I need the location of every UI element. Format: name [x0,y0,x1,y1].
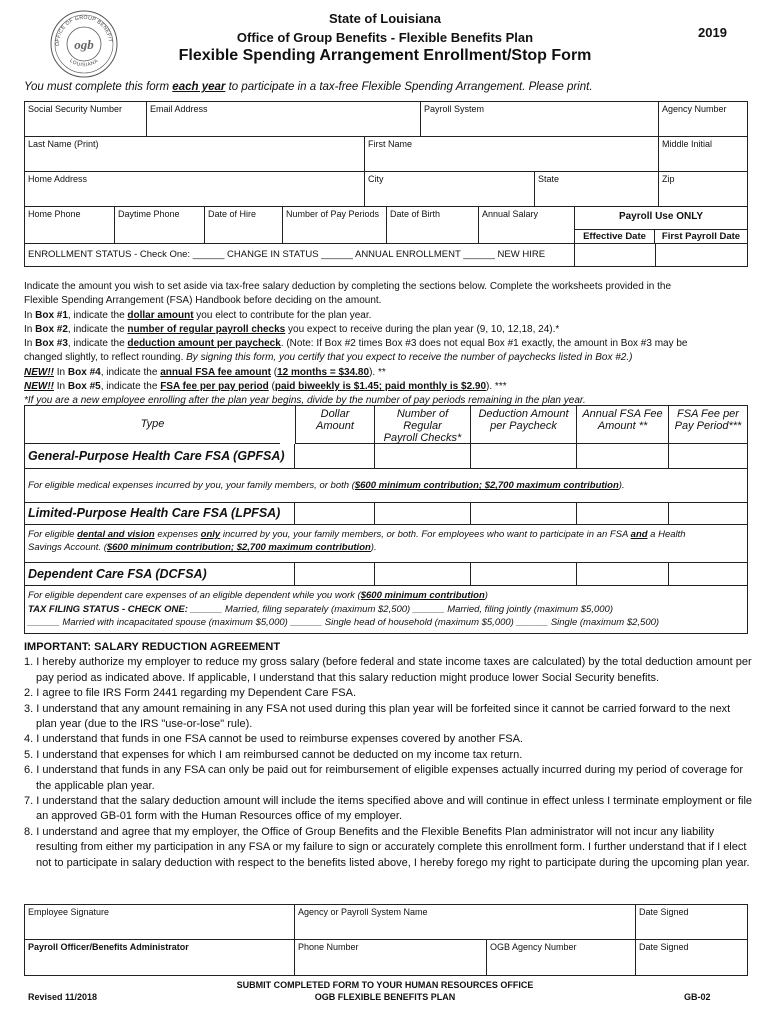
pay-periods-field[interactable] [283,207,387,244]
payroll-officer-signature-field[interactable] [25,940,295,975]
enrollment-status-field[interactable] [25,244,575,266]
agreement-list [24,655,754,871]
city-label: City [368,174,384,184]
col-deduction-header: Deduction Amount per Paycheck [471,406,577,444]
col-checks-header: Number of Regular Payroll Checks* [375,406,471,444]
state-field[interactable] [535,172,659,207]
date-of-birth-field[interactable] [387,207,479,244]
dcfsa-deduction-per-paycheck[interactable] [471,563,577,586]
form-year: 2019 [698,25,727,40]
effective-date-field[interactable]: Effective Date [575,229,655,244]
agreement-item: 4. I understand that funds in one FSA cannot be used to reimburse expenses covered by another FSA. [24,733,523,746]
lpfsa-fee-per-pay[interactable] [669,503,747,525]
lpfsa-deduction-per-paycheck[interactable] [471,503,577,525]
agency-payroll-name-label: Agency or Payroll System Name [298,907,428,917]
ssn-field[interactable] [25,102,147,137]
annual-salary-field[interactable] [479,207,575,244]
phone-number-field[interactable] [295,940,487,975]
date-of-hire-field[interactable] [205,207,283,244]
email-field[interactable] [147,102,421,137]
agreement-item: 5. I understand that expenses for which I am reimbursed cannot be deducted on my income tax return. [24,748,523,761]
dcfsa-title: Dependent Care FSA (DCFSA) [25,563,295,586]
form-subtitle: You must complete this form each year to participate in a tax-free Flexible Spending Arrangement. Please print. [24,81,593,93]
city-field[interactable] [365,172,535,207]
date-of-birth-label: Date of Birth [390,209,441,219]
agreement-title: IMPORTANT: SALARY REDUCTION AGREEMENT [24,641,281,653]
lpfsa-title: Limited-Purpose Health Care FSA (LPFSA) [25,503,295,525]
agency-payroll-name-field[interactable] [295,905,636,940]
state-label: State [538,174,560,184]
col-annual-fee-header: Annual FSA Fee Amount ** [577,406,669,444]
middle-initial-field[interactable] [659,137,747,172]
effective-date-value[interactable] [575,244,655,266]
employee-signature-field[interactable] [25,905,295,940]
employee-date-signed-field[interactable] [636,905,747,940]
form-state-title: State of Louisiana [329,11,441,26]
enrollment-status-label: ENROLLMENT STATUS - Check One: ______ CHANGE IN STATUS ______ ANNUAL ENROLLMENT ______ NEW HIRE [28,249,546,260]
ogb-agency-number-field[interactable] [487,940,636,975]
submit-instruction: SUBMIT COMPLETED FORM TO YOUR HUMAN RESOURCES OFFICE [236,980,534,990]
dcfsa-description: For eligible dependent care expenses of an eligible dependent while you work ($600 minimum contribution) TAX FILING STATUS - CHECK ONE: ______ Married, filing separately (maximum $2,500) ______ Married, filing jointly (maximum $5,000) ______ Married with incapacitated spouse (maximum $5,000) ______ Single head of household (maximum $5,000) ______ Single (maximum $2,500) [28,590,660,628]
dcfsa-annual-fee[interactable] [577,563,669,586]
lpfsa-payroll-checks[interactable] [375,503,471,525]
col-dollar-header: Dollar Amount [295,406,375,444]
instructions-paragraph: Indicate the amount you wish to set aside via tax-free salary deduction by completing the sections below. Complete the worksheets provided in the Flexible Spending Arrangement (FSA) Handbook before deciding on the amount. In Box #1, indicate the dollar amount you elect to contribute for the plan year. In Box #2, indicate the number of regular payroll checks you expect to receive during the plan year (9, 10, 12,18, 24).* In Box #3, indicate the deduction amount per paycheck. (Note: If Box #2 times Box #3 does not equal Box #1 exactly, the amount in Box #3 may be changed slightly, to reflect rounding. By signing this form, you certify that you expect to receive the number of paychecks listed in Box #2.) NEW!! In Box #4, indicate the annual FSA fee amount (12 months = $34.80). ** NEW!! In Box #5, indicate the FSA fee per pay period (paid biweekly is $1.45; paid monthly is $2.90). *** *If you are a new employee enrolling after the plan year begins, divide by the number of pay periods remaining in the plan year. [24,281,688,407]
svg-text:ogb: ogb [74,37,94,52]
gpfsa-dollar-amount[interactable] [295,444,375,469]
svg-text:OFFICE OF GROUP BENEFITS: OFFICE OF GROUP BENEFIT [54,14,113,47]
lpfsa-description: For eligible dental and vision expenses only incurred by you, your family members, or both. For employees who want to participate in an FSA and a Health Savings Account. ($600 minimum contribution; $2,700 maximum contribution). [25,525,747,563]
phone-number-label: Phone Number [298,942,359,952]
first-payroll-date-value[interactable] [655,244,747,266]
dcfsa-dollar-amount[interactable] [295,563,375,586]
first-name-field[interactable] [365,137,659,172]
annual-salary-label: Annual Salary [482,209,539,219]
gpfsa-deduction-per-paycheck[interactable] [471,444,577,469]
form-number: GB-02 [684,992,711,1002]
first-name-label: First Name [368,139,413,149]
gpfsa-payroll-checks[interactable] [375,444,471,469]
payroll-system-field[interactable] [421,102,659,137]
home-address-label: Home Address [28,174,88,184]
email-label: Email Address [150,104,208,114]
home-phone-field[interactable] [25,207,115,244]
pay-periods-label: Number of Pay Periods [286,209,380,219]
fsa-election-table [24,405,748,634]
middle-initial-label: Middle Initial [662,139,713,149]
zip-field[interactable] [659,172,747,207]
plan-name: OGB FLEXIBLE BENEFITS PLAN [314,992,456,1002]
col-fee-per-pay-header: FSA Fee per Pay Period*** [669,406,747,444]
zip-label: Zip [662,174,675,184]
agreement-item: 7. I understand that the salary deduction amount will include the items specified above and will continue in effect unless I terminate employment or file an approved GB-01 form with the Human Resources office of my employer. [24,795,753,823]
daytime-phone-field[interactable] [115,207,205,244]
dcfsa-payroll-checks[interactable] [375,563,471,586]
col-type-header: Type [25,406,280,444]
svg-text:LOUISIANA: LOUISIANA [68,57,100,69]
dcfsa-fee-per-pay[interactable] [669,563,747,586]
employee-info-grid [24,101,748,267]
payroll-use-only-header: Payroll Use ONLY [618,211,704,222]
signature-grid [24,904,748,976]
ogb-agency-number-label: OGB Agency Number [490,942,577,952]
payroll-system-label: Payroll System [424,104,485,114]
gpfsa-description: For eligible medical expenses incurred by you, your family members, or both ($600 minimum contribution; $2,700 maximum contribution). [25,469,747,503]
gpfsa-annual-fee[interactable] [577,444,669,469]
tax-filing-status-label: TAX FILING STATUS - CHECK ONE: [28,603,188,615]
ssn-label: Social Security Number [28,104,123,114]
lpfsa-dollar-amount[interactable] [295,503,375,525]
agreement-item: 6. I understand that funds in any FSA can only be paid out for reimbursement of eligible expenses actually incurred during my period of coverage for the applicable plan year. [24,764,744,792]
date-signed-label: Date Signed [639,907,689,917]
home-address-field[interactable] [25,172,365,207]
revision-date: Revised 11/2018 [28,992,98,1002]
gpfsa-fee-per-pay[interactable] [669,444,747,469]
employee-signature-label: Employee Signature [28,907,110,917]
first-payroll-date-field[interactable]: First Payroll Date [655,229,747,244]
daytime-phone-label: Daytime Phone [118,209,180,219]
gpfsa-title: General-Purpose Health Care FSA (GPFSA) [25,444,295,469]
home-phone-label: Home Phone [28,209,81,219]
agreement-item: 8. I understand and agree that my employer, the Office of Group Benefits and the Flexible Benefits Plan administrator will not incur any liability resulting from either my participation in any FSA or my failure to sign or accurately complete this enrollment form. I further understand that if I elect not to participate in salary deduction with respect to the benefits listed above, I hereby forego my right to participate during the upcoming plan year. [24,825,750,869]
agreement-item: 2. I agree to file IRS Form 2441 regarding my Dependent Care FSA. [24,687,356,700]
last-name-field[interactable] [25,137,365,172]
date-signed-label: Date Signed [639,942,689,952]
last-name-label: Last Name (Print) [28,139,99,149]
administrator-date-signed-field[interactable] [636,940,747,975]
lpfsa-annual-fee[interactable] [577,503,669,525]
salary-reduction-agreement [24,640,754,871]
agreement-item: 3. I understand that any amount remaining in any FSA not used during this plan year will be forfeited since it cannot be carried forward to the next plan year (due to the IRS "use-or-lose" rule). [24,702,731,731]
agency-number-label: Agency Number [662,104,727,114]
date-of-hire-label: Date of Hire [208,209,257,219]
payroll-officer-label: Payroll Officer/Benefits Administrator [28,942,189,952]
form-office-title: Office of Group Benefits - Flexible Benefits Plan [236,30,534,45]
agreement-item: 1. I hereby authorize my employer to reduce my gross salary (before federal and state income taxes are calculated) by the total deduction amount per pay period as indicated above. If applicable, I understand that this salary reduction might produce lower Social Security benefits. [24,656,752,684]
form-title: Flexible Spending Arrangement Enrollment/Stop Form [178,47,592,64]
agency-number-field[interactable] [659,102,747,137]
